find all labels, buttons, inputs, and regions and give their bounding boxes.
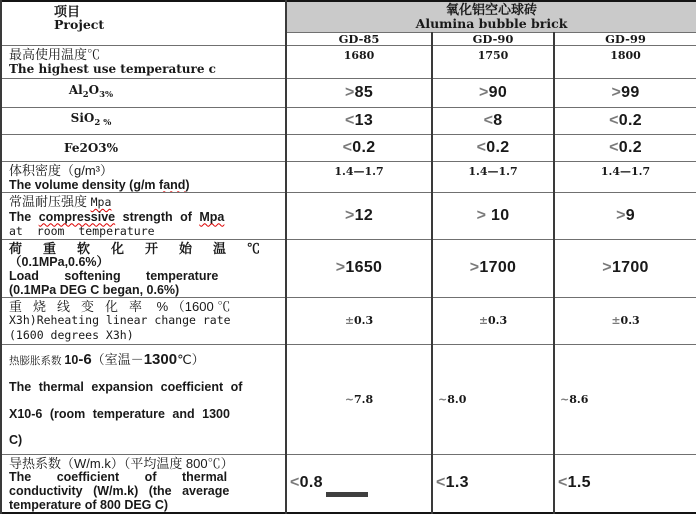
label-text: 3%	[99, 90, 114, 101]
label-line	[2, 83, 180, 103]
grade-header-gd90: GD-90	[432, 33, 554, 46]
value-symbol: <	[436, 474, 446, 491]
value-number: 12	[354, 206, 374, 224]
label-line	[9, 62, 283, 77]
row-label-softening	[1, 239, 286, 297]
value-number: 0.2	[352, 139, 376, 156]
value-symbol: ±	[478, 314, 489, 327]
label-text: O	[88, 83, 100, 98]
value-number: 85	[354, 84, 374, 101]
value-symbol: >	[476, 206, 487, 224]
value-symbol: <	[483, 112, 494, 129]
value-symbol: <	[290, 474, 300, 491]
value-cell-density-GD-99	[554, 162, 696, 193]
value-cell-fe2o3-GD-85	[286, 135, 432, 162]
label-line	[9, 347, 283, 375]
label-line	[9, 328, 283, 343]
label-text: 重烧线变化率	[9, 298, 154, 314]
value-number: 1750	[477, 49, 509, 62]
label-line	[9, 255, 283, 269]
row-label-density	[1, 162, 286, 193]
label-text: Fe2O3%	[63, 140, 119, 155]
label-text: The highest use temperature c	[9, 61, 216, 76]
value-number: 1.5	[567, 474, 591, 491]
value-number: 13	[354, 112, 374, 129]
value-symbol: >	[478, 84, 489, 101]
value-number: 0.3	[620, 314, 640, 327]
label-line	[9, 313, 283, 328]
table-row-expansion	[1, 344, 696, 454]
value-cell-sio2-GD-85	[286, 108, 432, 135]
label-text: temperature of 800 DEG C)	[9, 497, 169, 512]
value-number: 99	[621, 84, 640, 101]
label-line	[9, 374, 283, 401]
value-symbol: ±	[344, 314, 355, 327]
value-symbol: >	[344, 84, 355, 101]
value-cell-maxtemp-GD-85	[286, 46, 432, 79]
table-row-reheat	[1, 297, 696, 344]
label-text: 常温耐压强度	[9, 194, 91, 209]
value-cell-reheat-GD-85	[286, 297, 432, 344]
row-label-al2o3	[1, 79, 286, 108]
label-line	[9, 178, 283, 193]
label-text: 导热系数（W/m.k）（平均温度 800℃）	[9, 455, 234, 471]
label-line	[9, 48, 283, 62]
label-text: SiO	[70, 111, 95, 126]
value-number: 0.2	[486, 139, 510, 156]
value-number: 8.0	[447, 392, 467, 406]
label-text: Mpa	[90, 195, 112, 209]
label-line	[9, 457, 283, 470]
value-cell-expansion-GD-99	[554, 344, 696, 454]
cropped-bottom-artifact	[326, 492, 368, 497]
product-title-zh: 氧化铝空心球砖	[446, 2, 538, 17]
spec-rows	[1, 46, 696, 513]
label-line	[9, 210, 283, 225]
label-line	[9, 470, 283, 484]
table-row-strength	[1, 193, 696, 240]
value-symbol: >	[469, 259, 480, 276]
label-line	[9, 164, 283, 178]
value-symbol: ~	[560, 392, 570, 406]
label-text: 荷重软化开始温℃	[9, 240, 282, 256]
label-text: Mpa	[199, 209, 225, 224]
value-number: 1.4—1.7	[600, 165, 651, 178]
row-label-fe2o3	[1, 135, 286, 162]
value-cell-expansion-GD-90	[432, 344, 554, 454]
label-text: % （1600 ℃	[153, 298, 231, 314]
label-text: The coefficient of thermal	[9, 469, 228, 484]
table-row-fe2o3	[1, 135, 696, 162]
label-text: 10	[64, 352, 79, 367]
row-label-expansion	[1, 344, 286, 454]
label-text: strength of	[115, 209, 200, 224]
table-row-sio2	[1, 108, 696, 135]
value-symbol: <	[342, 139, 353, 156]
row-label-strength	[1, 193, 286, 240]
label-text: （室温－	[91, 351, 144, 367]
value-cell-al2o3-GD-85	[286, 79, 432, 108]
label-line	[9, 224, 283, 239]
label-line	[9, 300, 283, 314]
value-cell-softening-GD-90	[432, 239, 554, 297]
row-label-sio2	[1, 108, 286, 135]
grade-header-gd99: GD-99	[554, 33, 696, 46]
value-number: 1.4—1.7	[334, 165, 384, 178]
value-number: 8.6	[569, 392, 589, 406]
value-cell-sio2-GD-90	[432, 108, 554, 135]
value-cell-conductivity-GD-90	[432, 454, 554, 513]
value-number: 8	[493, 112, 503, 129]
value-number: 0.2	[618, 139, 642, 156]
label-text: Load softening temperature	[9, 268, 219, 283]
project-label-en: Project	[54, 17, 105, 32]
value-number: 1.4—1.7	[468, 165, 518, 178]
table-row-conductivity	[1, 454, 696, 513]
value-number: 1650	[345, 259, 383, 276]
value-cell-softening-GD-99	[554, 239, 696, 297]
value-number: 1800	[610, 49, 641, 62]
header-row-title	[1, 1, 696, 33]
product-title-cell	[286, 1, 696, 33]
label-line	[9, 401, 283, 428]
value-cell-conductivity-GD-99	[554, 454, 696, 513]
value-symbol: >	[616, 206, 626, 224]
label-text: C)	[9, 433, 23, 447]
label-text: fand	[159, 177, 186, 192]
label-text: 2	[82, 90, 89, 101]
label-text: ℃）	[177, 351, 205, 367]
value-cell-maxtemp-GD-99	[554, 46, 696, 79]
table-row-density	[1, 162, 696, 193]
label-line	[9, 484, 283, 498]
value-cell-al2o3-GD-99	[554, 79, 696, 108]
project-header-cell	[1, 1, 286, 46]
label-text: The thermal expansion coefficient of	[9, 380, 243, 394]
value-cell-fe2o3-GD-99	[554, 135, 696, 162]
value-cell-expansion-GD-85	[286, 344, 432, 454]
value-symbol: ±	[611, 314, 621, 327]
value-symbol: ~	[344, 392, 355, 406]
label-text: X10-6 (room temperature and 1300	[9, 406, 230, 421]
value-cell-density-GD-85	[286, 162, 432, 193]
label-text: 2 %	[94, 118, 112, 129]
value-number: 1.3	[445, 474, 469, 491]
value-symbol: >	[344, 206, 355, 224]
value-number: 1700	[479, 259, 517, 276]
label-text: compressive	[38, 209, 116, 224]
label-line	[9, 242, 283, 255]
value-cell-strength-GD-85	[286, 193, 432, 240]
row-label-reheat	[1, 297, 286, 344]
value-symbol: <	[609, 112, 619, 129]
value-number: 10	[486, 206, 510, 224]
label-text: （0.1MPa,0.6%）	[9, 254, 110, 269]
value-cell-fe2o3-GD-90	[432, 135, 554, 162]
label-line	[9, 195, 283, 210]
value-symbol: >	[611, 84, 622, 101]
label-text: 体积密度（g/m³）	[9, 163, 114, 178]
value-cell-reheat-GD-90	[432, 297, 554, 344]
table-row-softening	[1, 239, 696, 297]
table-row-maxtemp	[1, 46, 696, 79]
label-text: )	[185, 177, 190, 192]
label-text: (0.1MPa DEG C began, 0.6%)	[9, 282, 180, 297]
value-symbol: <	[558, 474, 568, 491]
value-number: 0.3	[354, 314, 374, 327]
label-text: 1300	[143, 350, 178, 368]
label-line	[2, 141, 180, 156]
value-number: 9	[625, 206, 635, 224]
label-line	[9, 498, 283, 512]
label-text: The	[9, 209, 39, 224]
product-title-en: Alumina bubble brick	[415, 16, 568, 31]
label-text: -6	[78, 350, 92, 368]
value-cell-conductivity-GD-85	[286, 454, 432, 513]
label-line	[9, 283, 283, 297]
value-number: 90	[488, 84, 508, 101]
value-symbol: ~	[438, 392, 448, 406]
value-symbol: <	[344, 112, 355, 129]
label-text: (1600 degrees X3h)	[9, 327, 134, 342]
row-label-maxtemp	[1, 46, 286, 79]
label-text: conductivity (W/m.k) (the average	[9, 483, 230, 498]
row-label-conductivity	[1, 454, 286, 513]
value-symbol: >	[602, 259, 612, 276]
value-cell-strength-GD-99	[554, 193, 696, 240]
value-symbol: >	[335, 259, 346, 276]
label-line	[9, 427, 283, 454]
value-cell-maxtemp-GD-90	[432, 46, 554, 79]
label-text: X3h)Reheating linear change rate	[9, 313, 231, 327]
value-number: 0.8	[299, 474, 323, 491]
value-number: 1680	[343, 49, 375, 62]
value-cell-reheat-GD-99	[554, 297, 696, 344]
table-row-al2o3	[1, 79, 696, 108]
value-number: 0.3	[488, 314, 508, 327]
label-text: 热膨胀系数	[9, 354, 65, 367]
value-symbol: <	[476, 139, 487, 156]
value-number: 7.8	[354, 392, 374, 406]
label-text: The volume density (g/m	[9, 177, 160, 192]
label-text: 最高使用温度℃	[9, 47, 101, 62]
value-cell-strength-GD-90	[432, 193, 554, 240]
value-cell-al2o3-GD-90	[432, 79, 554, 108]
label-line	[2, 111, 180, 131]
value-number: 1700	[611, 259, 649, 276]
value-cell-density-GD-90	[432, 162, 554, 193]
label-line	[9, 269, 283, 283]
value-number: 0.2	[618, 112, 642, 129]
value-cell-softening-GD-85	[286, 239, 432, 297]
label-text: at room temperature	[9, 224, 155, 238]
project-label-zh: 项目	[54, 4, 81, 19]
value-symbol: <	[609, 139, 619, 156]
label-text: Al	[68, 83, 83, 98]
grade-header-gd85: GD-85	[286, 33, 432, 46]
value-cell-sio2-GD-99	[554, 108, 696, 135]
